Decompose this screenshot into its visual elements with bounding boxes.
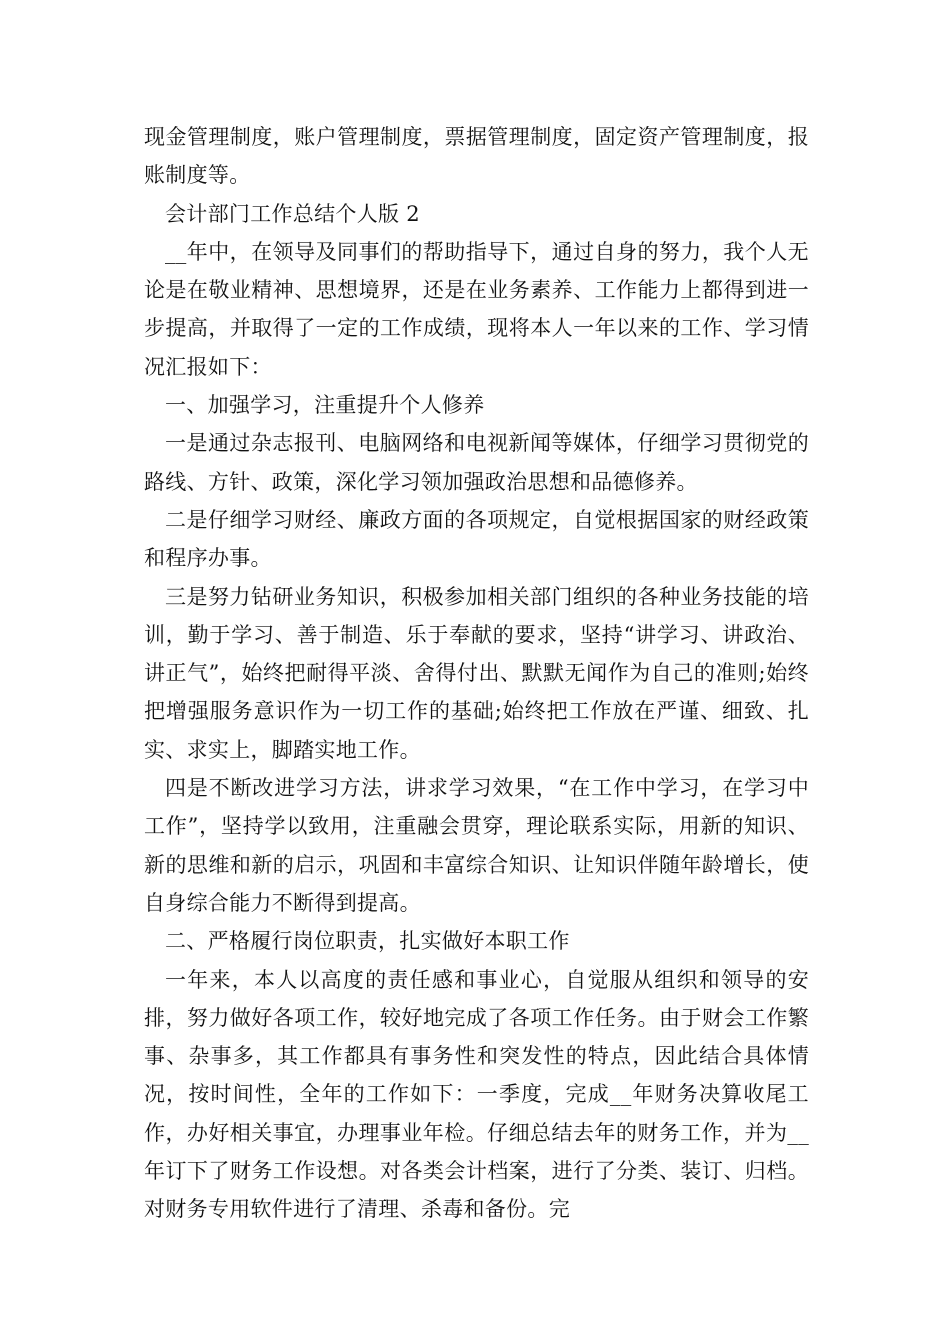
paragraph-point-four: 四是不断改进学习方法，讲求学习效果，“在工作中学习，在学习中工作”，坚持学以致用，注重融会贯穿，理论联系实际，用新的知识、新的思维和新的启示，巩固和丰富综合知识、让知识伴随年龄增长，使自身综合能力不断得到提高。 xyxy=(144,776,809,915)
heading-one: 一、加强学习，注重提升个人修养 xyxy=(165,393,485,418)
paragraph-intro: __年中，在领导及同事们的帮助指导下，通过自身的努力，我个人无论是在敬业精神、思想境界，还是在业务素养、工作能力上都得到进一步提高，并取得了一定的工作成绩，现将本人一年以来的工作、学习情况汇报如下： xyxy=(144,239,809,379)
document-body xyxy=(144,118,809,1229)
paragraph-duties: 一年来，本人以高度的责任感和事业心，自觉服从组织和领导的安排，努力做好各项工作，较好地完成了各项工作任务。由于财会工作繁事、杂事多，其工作都具有事务性和突发性的特点，因此结合具体情况，按时间性，全年的工作如下：一季度，完成__年财务决算收尾工作，办好相关事宜，办理事业年检。仔细总结去年的财务工作，并为__年订下了财务工作设想。对各类会计档案，进行了分类、装订、归档。对财务专用软件进行了清理、杀毒和备份。完 xyxy=(144,967,809,1222)
paragraph-point-one: 一是通过杂志报刊、电脑网络和电视新闻等媒体，仔细学习贯彻党的路线、方针、政策，深化学习领加强政治思想和品德修养。 xyxy=(144,431,809,494)
heading-two: 二、严格履行岗位职责，扎实做好本职工作 xyxy=(165,929,570,954)
paragraph-continuation: 现金管理制度，账户管理制度，票据管理制度，固定资产管理制度，报账制度等。 xyxy=(144,125,809,188)
paragraph-point-three: 三是努力钻研业务知识，积极参加相关部门组织的各种业务技能的培训，勤于学习、善于制造、乐于奉献的要求，坚持“讲学习、讲政治、讲正气”，始终把耐得平淡、舍得付出、默默无闻作为自己的准则;始终把增强服务意识作为一切工作的基础;始终把工作放在严谨、细致、扎实、求实上，脚踏实地工作。 xyxy=(144,584,809,762)
paragraph-point-two: 二是仔细学习财经、廉政方面的各项规定，自觉根据国家的财经政策和程序办事。 xyxy=(144,507,809,571)
section-title: 会计部门工作总结个人版 2 xyxy=(165,201,420,226)
